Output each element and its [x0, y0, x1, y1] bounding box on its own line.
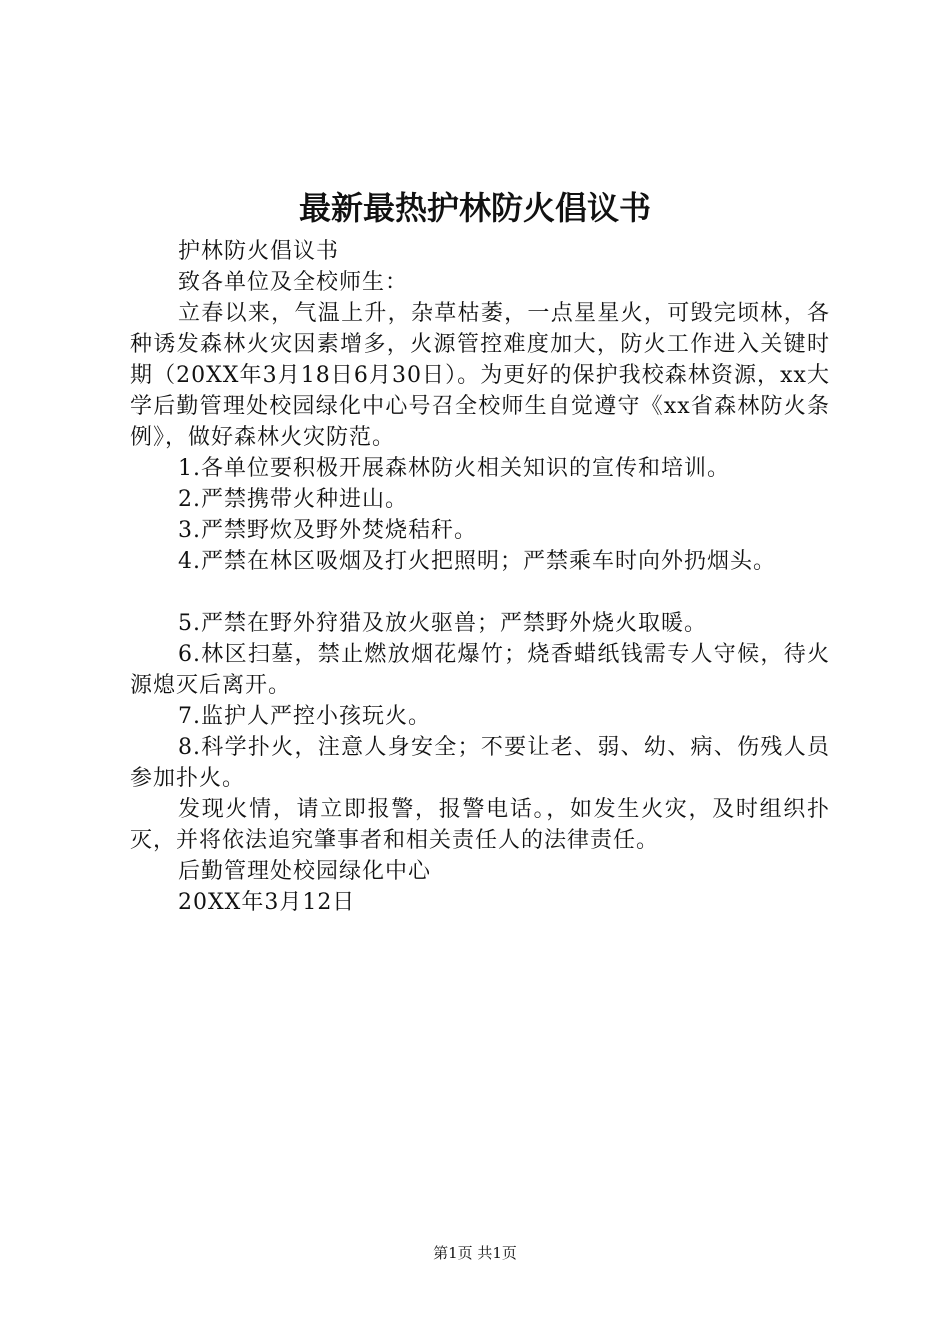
paragraph-item-6: 6.林区扫墓，禁止燃放烟花爆竹；烧香蜡纸钱需专人守候，待火源熄灭后离开。 [130, 642, 830, 698]
paragraph-item-2: 2.严禁携带火种进山。 [178, 487, 408, 512]
paragraph-heading: 护林防火倡议书 [178, 239, 340, 264]
paragraph-salutation: 致各单位及全校师生： [178, 270, 409, 295]
paragraph-report-fire: 发现火情，请立即报警，报警电话。，如发生火灾，及时组织扑灭，并将依法追究肇事者和相关责任人的法律责任。 [130, 797, 830, 853]
document-title: 最新最热护林防火倡议书 [298, 189, 651, 227]
paragraph-item-7: 7.监护人严控小孩玩火。 [178, 704, 431, 729]
paragraph-gap [130, 577, 830, 608]
page-footer: 第1页 共1页 [433, 1244, 517, 1262]
paragraph-signature: 后勤管理处校园绿化中心 [178, 859, 432, 884]
paragraph-item-4: 4.严禁在林区吸烟及打火把照明；严禁乘车时向外扔烟头。 [178, 549, 776, 574]
paragraph-item-5: 5.严禁在野外狩猎及放火驱兽；严禁野外烧火取暖。 [178, 611, 707, 636]
document-body [130, 236, 830, 918]
paragraph-item-1: 1.各单位要积极开展森林防火相关知识的宣传和培训。 [178, 456, 730, 481]
paragraph-item-3: 3.严禁野炊及野外焚烧秸秆。 [178, 518, 477, 543]
paragraph-item-8: 8.科学扑火，注意人身安全；不要让老、弱、幼、病、伤残人员参加扑火。 [130, 735, 830, 791]
paragraph-date: 20XX年3月12日 [178, 890, 356, 915]
paragraph-intro: 立春以来，气温上升，杂草枯萎，一点星星火，可毁完顷林，各种诱发森林火灾因素增多，火源管控难度加大，防火工作进入关键时期（20XX年3月18日6月30日）。为更好的保护我校森林资源，xx大学后勤管理处校园绿化中心号召全校师生自觉遵守《xx省森林防火条例》，做好森林火灾防范。 [130, 301, 830, 450]
